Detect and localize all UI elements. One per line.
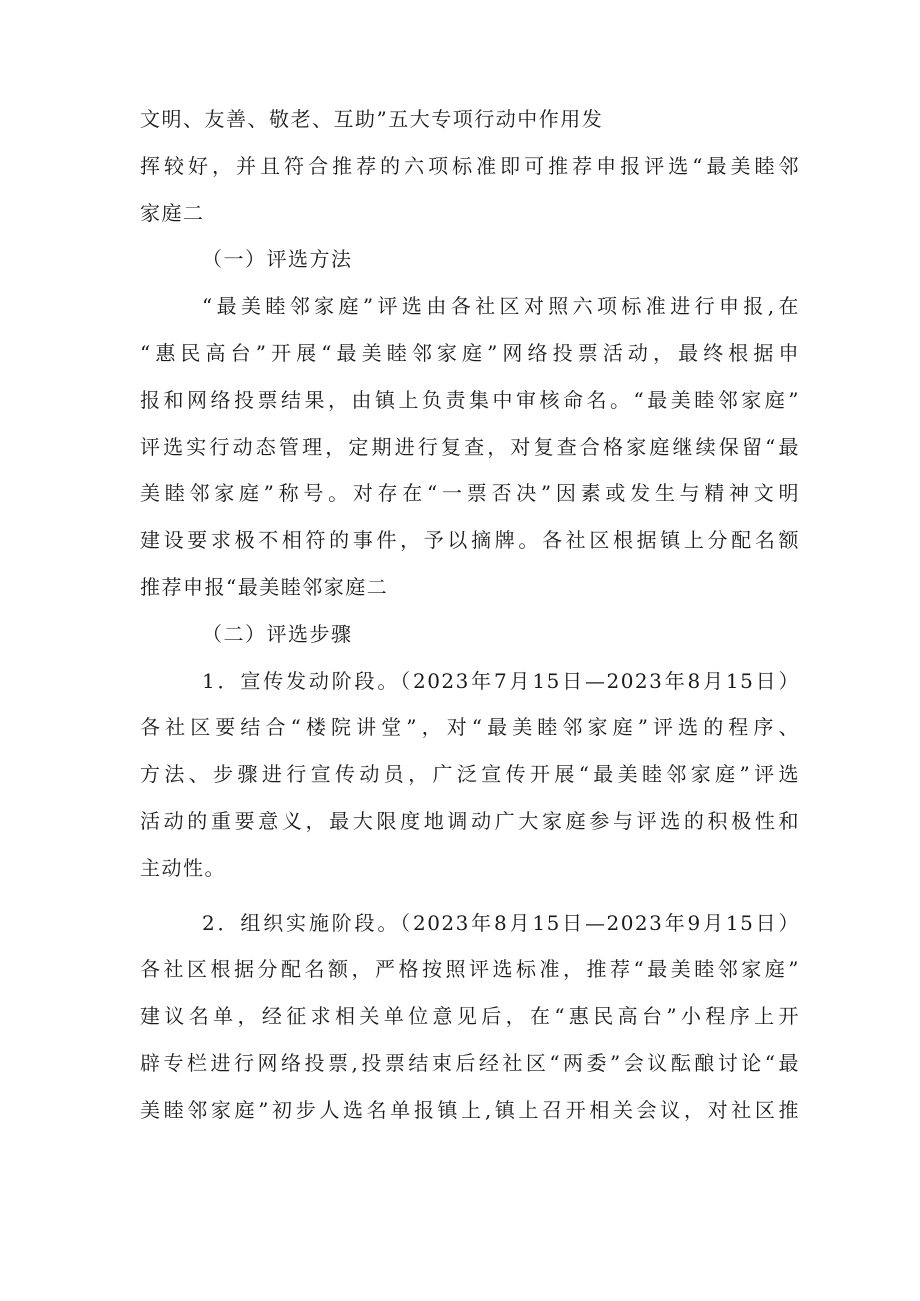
paragraph-line: 报和网络投票结果，由镇上负责集中审核命名。“最美睦邻家庭” — [140, 387, 800, 412]
paragraph-line: “惠民高台”开展“最美睦邻家庭”网络投票活动，最终根据申 — [140, 340, 800, 365]
paragraph-line: 活动的重要意义，最大限度地调动广大家庭参与评选的积极性和 — [140, 808, 800, 833]
paragraph-line: 美睦邻家庭”初步人选名单报镇上,镇上召开相关会议，对社区推 — [140, 1097, 800, 1122]
paragraph-line: “最美睦邻家庭”评选由各社区对照六项标准进行申报,在 — [202, 294, 800, 319]
paragraph-line: 方法、步骤进行宣传动员，广泛宣传开展“最美睦邻家庭”评选 — [140, 762, 800, 787]
paragraph-line: 美睦邻家庭”称号。对存在“一票否决”因素或发生与精神文明 — [140, 481, 800, 506]
document-body — [140, 96, 800, 1134]
paragraph-line: 辟专栏进行网络投票,投票结束后经社区“两委”会议酝酿讨论“最 — [140, 1050, 800, 1075]
paragraph-line: 推荐申报“最美睦邻家庭二 — [140, 574, 389, 599]
section-heading: （二）评选步骤 — [202, 621, 353, 646]
paragraph-line: 1．宣传发动阶段。（2023年7月15日—2023年8月15日） — [202, 668, 800, 693]
paragraph-line: 建设要求极不相符的事件，予以摘牌。各社区根据镇上分配名额 — [140, 528, 800, 553]
paragraph-line: 各社区要结合“楼院讲堂”，对“最美睦邻家庭”评选的程序、 — [140, 715, 800, 740]
paragraph-line: 文明、友善、敬老、互助”五大专项行动中作用发 — [140, 107, 604, 131]
paragraph-line: 主动性。 — [140, 855, 226, 880]
paragraph-line: 评选实行动态管理，定期进行复查，对复查合格家庭继续保留“最 — [140, 434, 800, 459]
paragraph-line: 建议名单，经征求相关单位意见后，在“惠民高台”小程序上开 — [140, 1004, 800, 1029]
paragraph-line: 家庭二 — [140, 200, 205, 225]
section-heading: （一）评选方法 — [202, 247, 353, 272]
paragraph-line: 挥较好，并且符合推荐的六项标准即可推荐申报评选“最美睦邻 — [140, 153, 800, 178]
paragraph-line: 2．组织实施阶段。（2023年8月15日—2023年9月15日） — [202, 910, 800, 935]
paragraph-line: 各社区根据分配名额，严格按照评选标准，推荐“最美睦邻家庭” — [140, 957, 800, 982]
